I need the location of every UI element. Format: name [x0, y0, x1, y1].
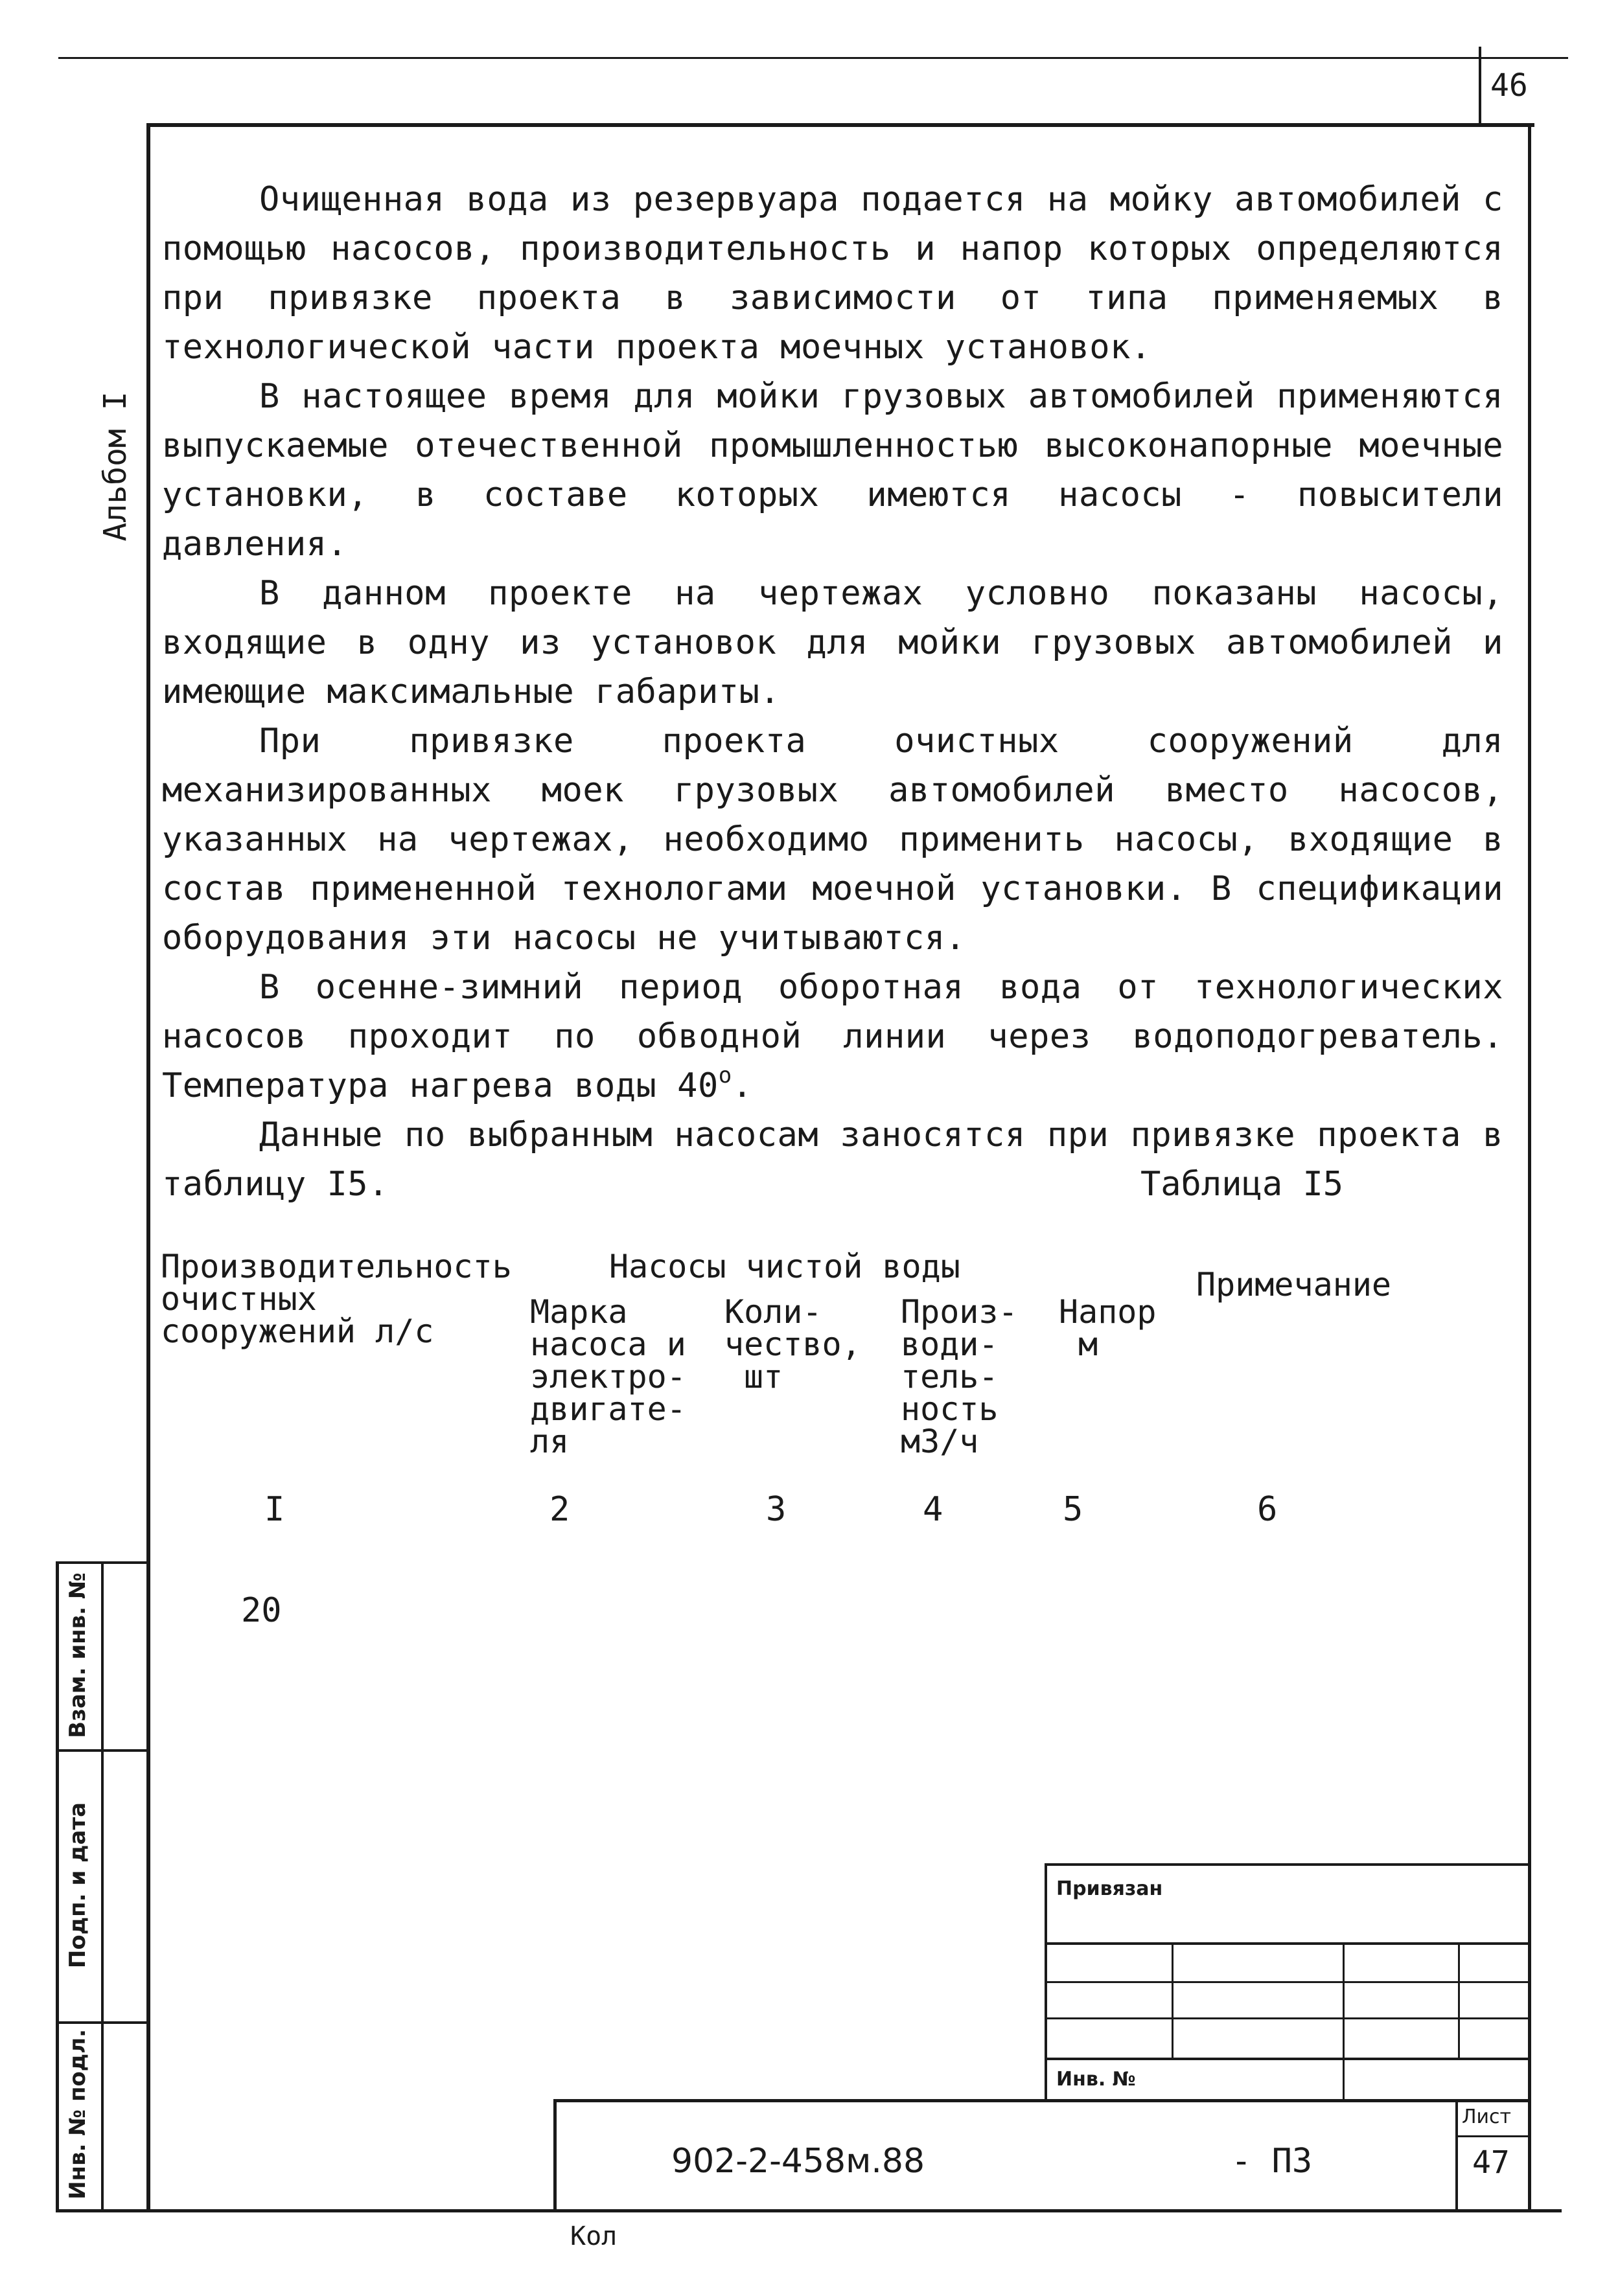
col1-line-2: очистных [161, 1280, 317, 1318]
tb-col-2 [1343, 1942, 1345, 2100]
col2-line-2: насоса и [530, 1326, 686, 1363]
frame-right [1528, 123, 1531, 2212]
col3-line-2: чество, [724, 1326, 861, 1363]
table-caption: Таблица I5 [1140, 1165, 1344, 1204]
tb-row-4 [1045, 2058, 1529, 2060]
col-number-4: 4 [923, 1490, 943, 1529]
col-number-6: 6 [1257, 1490, 1278, 1529]
tb-section: - ПЗ [1231, 2142, 1313, 2181]
col4-line-3: тель- [901, 1358, 999, 1395]
tb-sheet-left [1455, 2099, 1458, 2210]
col5-header [1059, 1293, 1157, 1363]
album-label: Альбом I [97, 391, 133, 542]
col1-line-3: сооружений л/с [161, 1313, 434, 1350]
paragraph-5 [162, 963, 1503, 1110]
stamp-vzam-inv: Взам. инв. № [65, 1572, 91, 1738]
tb-inv-no: Инв. № [1056, 2068, 1136, 2091]
col-number-5: 5 [1063, 1490, 1083, 1529]
stamp-col-mid [101, 1561, 104, 2212]
paragraph-6: Данные по выбранным насосам заносятся при привязке проекта в таблицу I5. [162, 1116, 1503, 1204]
col4-line-4: ность [901, 1390, 999, 1428]
col4-header [901, 1293, 1018, 1460]
body-text [162, 175, 1503, 1209]
col2-line-3: электро- [530, 1358, 686, 1395]
frame-top [148, 123, 1534, 127]
tb-sheet-divider [1455, 2135, 1529, 2137]
tb-privyazan: Привязан [1056, 1877, 1163, 1900]
tb-col-1 [1172, 1942, 1173, 2059]
stamp-line-2 [56, 1749, 149, 1752]
col-number-3: 3 [766, 1490, 787, 1529]
col4-line-1: Произ- [901, 1293, 1018, 1331]
col2-line-5: ля [530, 1423, 570, 1460]
col2-header [530, 1293, 686, 1460]
stamp-line-1 [56, 1561, 149, 1564]
col1-header [161, 1250, 512, 1348]
col4-line-5: м3/ч [901, 1423, 979, 1460]
paragraph-4: При привязке проекта очистных сооружений для механизированных моек грузовых автомобилей вместо насосов, указанных на чертежах, необходимо применить насосы, входящие в состав примененной технологами моечной установки. В спецификации оборудования эти насосы не учитываются. [162, 722, 1503, 958]
tb-row-1 [1045, 1942, 1529, 1945]
stamp-inv-podl: Инв. № подл. [65, 2028, 91, 2199]
stamp-podp-data: Подп. и дата [65, 1802, 91, 1969]
paragraph-5-text: В осенне-зимний период оборотная вода от технологических насосов проходит по обводной линии через водоподогреватель. Температура нагрева воды 40 [162, 968, 1503, 1105]
tb-row-2 [1045, 1981, 1529, 1983]
tb-top [1045, 1863, 1529, 1866]
tb-row-3 [1045, 2017, 1529, 2019]
tb-col-3 [1458, 1942, 1460, 2059]
tb-main-left [553, 2099, 557, 2210]
paragraph-2: В настоящее время для мойки грузовых автомобилей применяются выпускаемые отечественной промышленностью высоконапорные моечные установки, в составе которых имеются насосы - повысители давления. [162, 377, 1503, 564]
top-rule [58, 57, 1568, 59]
col-number-2: 2 [549, 1490, 570, 1529]
col5-line-2: м [1078, 1326, 1098, 1363]
col2-line-4: двигате- [530, 1390, 686, 1428]
col4-line-2: води- [901, 1326, 999, 1363]
col-number-1: I [264, 1490, 285, 1529]
page-number-box-left [1479, 47, 1481, 124]
col5-line-1: Напор [1059, 1293, 1157, 1331]
tb-sheet-number: 47 [1472, 2144, 1510, 2181]
degree-sign: о [718, 1062, 732, 1088]
col6-header: Примечание [1196, 1266, 1392, 1303]
col1-line-1: Производительность [161, 1248, 512, 1285]
page-number: 46 [1490, 67, 1528, 104]
row1-capacity-value: 20 [241, 1591, 282, 1630]
paragraph-1: Очищенная вода из резервуара подается на мойку автомобилей с помощью насосов, производительность и напор которых определяются при привязке проекта в зависимости от типа применяемых в технологической части проекта моечных установок. [162, 180, 1503, 367]
tb-doc-code: 902-2-458м.88 [671, 2142, 925, 2181]
paragraph-5-end: . [732, 1066, 753, 1105]
table-group-header: Насосы чистой воды [609, 1248, 960, 1285]
frame-left [146, 123, 150, 2212]
col2-line-1: Марка [530, 1293, 628, 1331]
col3-line-1: Коли- [724, 1293, 822, 1331]
frame-bottom [58, 2209, 1562, 2212]
stamp-col-left [56, 1561, 59, 2212]
paragraph-3: В данном проекте на чертежах условно показаны насосы, входящие в одну из установок для мойки грузовых автомобилей и имеющие максимальные габариты. [162, 574, 1503, 711]
bottom-cut-label: Кол [570, 2221, 618, 2251]
stamp-line-3 [56, 2021, 149, 2024]
tb-sheet-label: Лист [1462, 2106, 1512, 2128]
tb-main-top [555, 2099, 1529, 2102]
col3-line-3: шт [744, 1358, 783, 1395]
col3-header [724, 1293, 861, 1395]
